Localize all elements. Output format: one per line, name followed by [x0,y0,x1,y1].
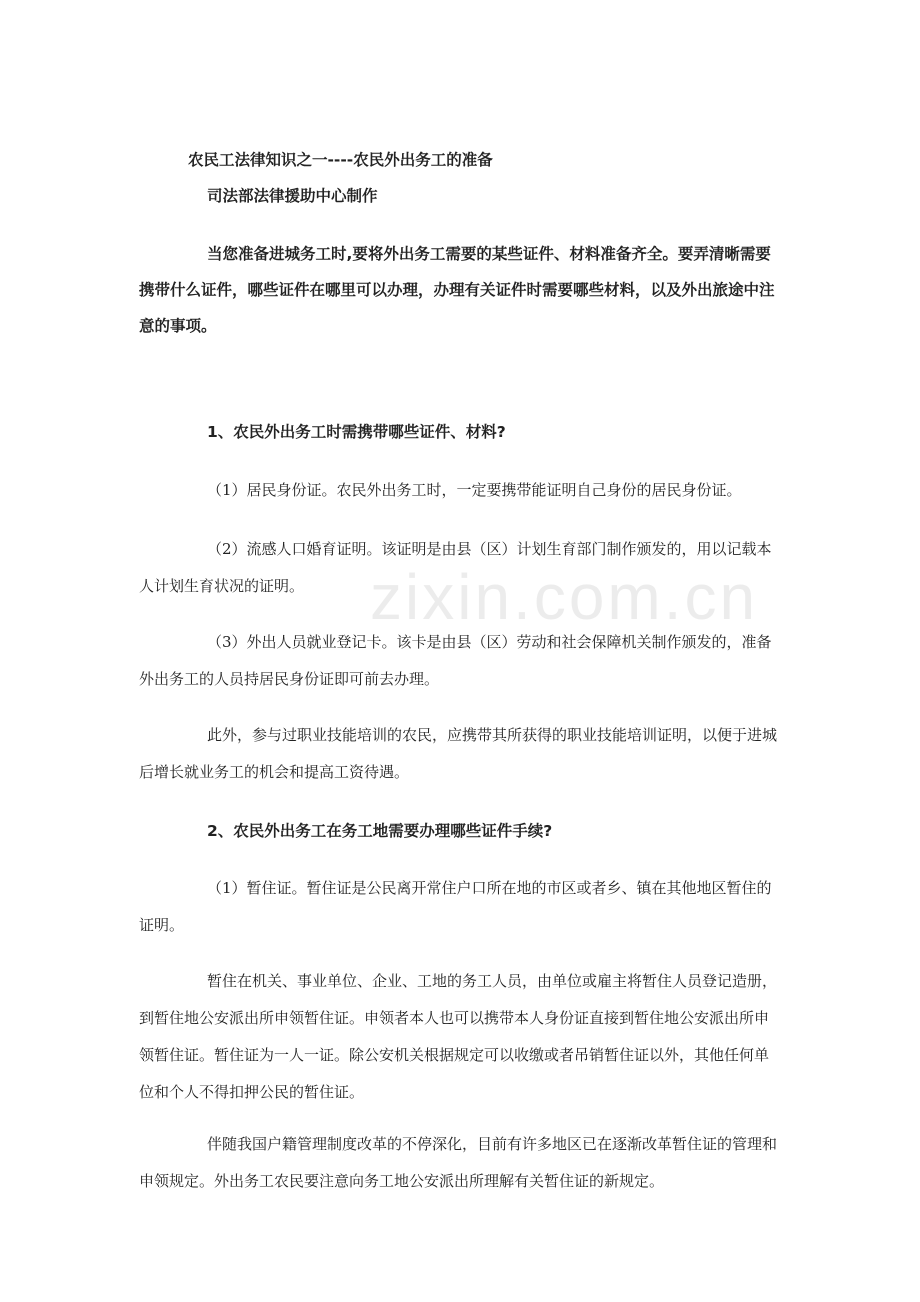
section2-paragraph-2: 暂住在机关、事业单位、企业、工地的务工人员，由单位或雇主将暂住人员登记造册，到暂住地公安派出所申领暂住证。申领者本人也可以携带本人身份证直接到暂住地公安派出所申领暂住证。暂住证为一人一证。除公安机关根据规定可以收缴或者吊销暂住证以外，其他任何单位和个人不得扣押公民的暂住证。 [139,972,778,1101]
section1-paragraph-1: （1）居民身份证。农民外出务工时，一定要携带能证明自己身份的居民身份证。 [207,481,742,499]
section1-paragraph-2: （2）流感人口婚育证明。该证明是由县（区）计划生育部门制作颁发的，用以记载本人计划生育状况的证明。 [139,540,772,595]
watermark: zixin.com.cn [370,561,759,633]
section2-paragraph-3: 伴随我国户籍管理制度改革的不停深化，目前有许多地区已在逐渐改革暂住证的管理和申领规定。外出务工农民要注意向务工地公安派出所理解有关暂住证的新规定。 [139,1135,778,1190]
section2-paragraph-1: （1）暂住证。暂住证是公民离开常住户口所在地的市区或者乡、镇在其他地区暂住的证明。 [139,879,772,934]
intro-paragraph: 当您准备进城务工时,要将外出务工需要的某些证件、材料准备齐全。要弄清晰需要携带什么证件，哪些证件在哪里可以办理，办理有关证件时需要哪些材料，以及外出旅途中注意的事项。 [139,245,775,335]
document-title: 农民工法律知识之一----农民外出务工的准备 [188,151,493,169]
section2-heading: 2、农民外出务工在务工地需要办理哪些证件手续? [207,822,553,840]
section1-paragraph-3: （3）外出人员就业登记卡。该卡是由县（区）劳动和社会保障机关制作颁发的，准备外出务工的人员持居民身份证即可前去办理。 [139,633,772,688]
section1-heading: 1、农民外出务工时需携带哪些证件、材料? [207,423,506,441]
section1-paragraph-4: 此外，参与过职业技能培训的农民，应携带其所获得的职业技能培训证明，以便于进城后增长就业务工的机会和提高工资待遇。 [139,726,778,781]
document-subtitle: 司法部法律援助中心制作 [207,187,378,205]
